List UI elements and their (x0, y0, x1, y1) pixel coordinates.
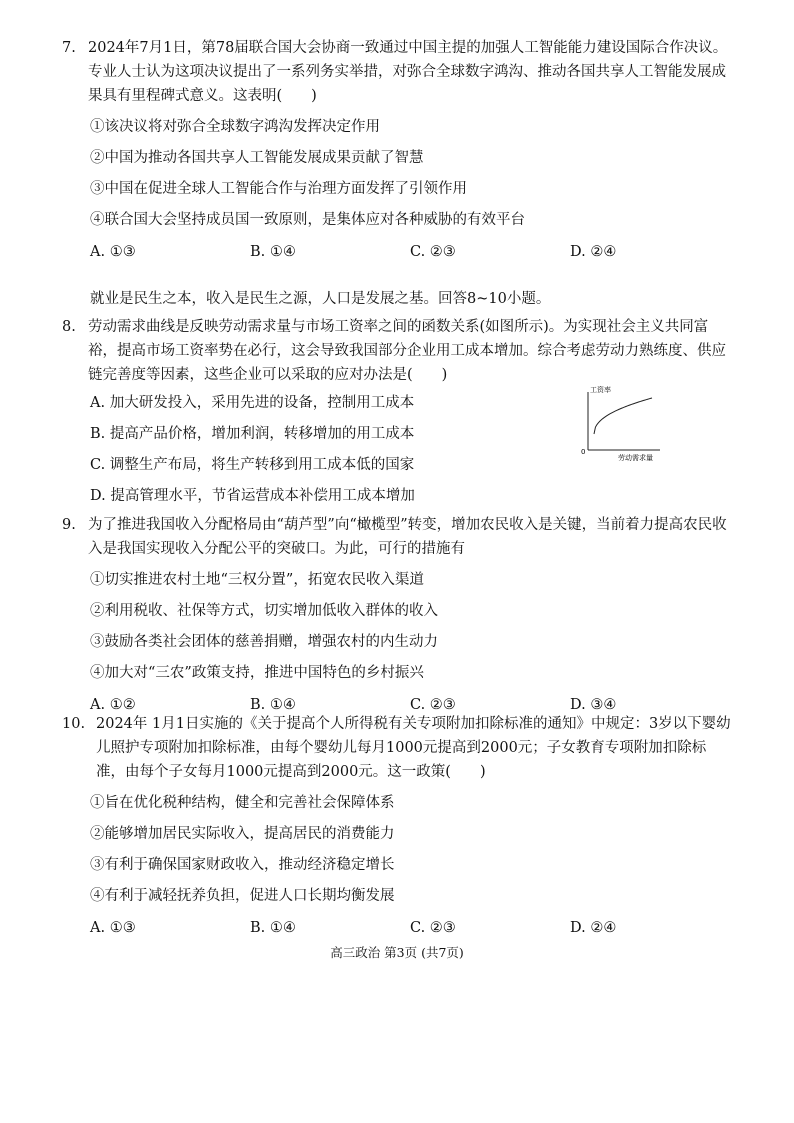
question-number: 7. (62, 40, 76, 56)
question-text: 2024年 1月1日实施的《关于提高个人所得税有关专项附加扣除标准的通知》中规定：3岁以下婴幼儿照护专项附加扣除标准，由每个婴幼儿每月1000元提高到2000元；子女教育专项附加扣除标准，由每个子女每月1000元提高到2000元。这一政策( ) (96, 716, 731, 780)
question-text: 为了推进我国收入分配格局由“葫芦型”向“橄榄型”转变，增加农民收入是关键，当前着力提高农民收入是我国实现收入分配公平的突破口。为此，可行的措施有 (88, 517, 727, 557)
statement-3: ③鼓励各类社会团体的慈善捐赠，增强农村的内生动力 (90, 634, 438, 650)
choice-b: B. ①④ (250, 697, 296, 713)
statement-1: ①旨在优化税种结构，健全和完善社会保障体系 (90, 795, 395, 811)
option-d: D. 提高管理水平，节省运营成本补偿用工成本增加 (90, 488, 415, 504)
statement-2: ②能够增加居民实际收入，提高居民的消费能力 (90, 826, 395, 842)
statement-2: ②利用税收、社保等方式，切实增加低收入群体的收入 (90, 603, 438, 619)
question-number: 9. (62, 517, 76, 533)
statement-4: ④联合国大会坚持成员国一致原则，是集体应对各种威胁的有效平台 (90, 212, 525, 228)
statement-3: ③有利于确保国家财政收入，推动经济稳定增长 (90, 857, 395, 873)
option-c: C. 调整生产布局，将生产转移到用工成本低的国家 (90, 457, 415, 473)
statement-4: ④加大对“三农”政策支持，推进中国特色的乡村振兴 (90, 665, 424, 681)
question-7 (62, 36, 734, 264)
question-9 (62, 513, 734, 717)
question-text: 劳动需求曲线是反映劳动需求量与市场工资率之间的函数关系(如图所示)。为实现社会主义共同富裕，提高市场工资率势在必行，这会导致我国部分企业用工成本增加。综合考虑劳动力熟练度、供应链完善度等因素，这些企业可以采取的应对办法是( ) (88, 319, 726, 383)
question-text: 2024年7月1日，第78届联合国大会协商一致通过中国主提的加强人工智能能力建设国际合作决议。专业人士认为这项决议提出了一系列务实举措，对弥合全球数字鸿沟、推动各国共享人工智能发展成果具有里程碑式意义。这表明( ) (88, 40, 728, 104)
choice-d: D. ③④ (570, 697, 617, 713)
choice-b: B. ①④ (250, 244, 296, 260)
statement-4: ④有利于减轻抚养负担，促进人口长期均衡发展 (90, 888, 395, 904)
choice-b: B. ①④ (250, 920, 296, 936)
demand-curve (594, 398, 652, 434)
choice-a: A. ①③ (90, 244, 136, 260)
choice-c: C. ②③ (410, 920, 456, 936)
question-stem (62, 513, 734, 561)
statement-1: ①该决议将对弥合全球数字鸿沟发挥决定作用 (90, 119, 380, 135)
question-number: 10. (62, 716, 86, 732)
option-a: A. 加大研发投入，采用先进的设备，控制用工成本 (90, 395, 415, 411)
question-stem (62, 36, 734, 108)
labor-demand-chart (578, 384, 664, 464)
origin-label: 0 (581, 448, 586, 456)
choice-c: C. ②③ (410, 244, 456, 260)
answer-choices (62, 240, 734, 264)
page-footer: 高三政治 第3页 (共7页) (330, 945, 464, 960)
choice-a: A. ①③ (90, 920, 136, 936)
group-intro: 就业是民生之本，收入是民生之源，人口是发展之基。回答8~10小题。 (90, 291, 551, 307)
choice-d: D. ②④ (570, 920, 617, 936)
question-stem (62, 712, 734, 784)
y-axis-label: 工资率 (590, 386, 611, 394)
statement-3: ③中国在促进全球人工智能合作与治理方面发挥了引领作用 (90, 181, 467, 197)
statement-1: ①切实推进农村土地“三权分置”，拓宽农民收入渠道 (90, 572, 424, 588)
option-b: B. 提高产品价格，增加利润，转移增加的用工成本 (90, 426, 415, 442)
x-axis-label: 劳动需求量 (618, 454, 653, 462)
question-stem (62, 315, 734, 387)
question-number: 8. (62, 319, 76, 335)
choice-d: D. ②④ (570, 244, 617, 260)
choice-c: C. ②③ (410, 697, 456, 713)
question-10 (62, 712, 734, 940)
answer-choices (62, 916, 734, 940)
statement-2: ②中国为推动各国共享人工智能发展成果贡献了智慧 (90, 150, 424, 166)
choice-a: A. ①② (90, 697, 136, 713)
